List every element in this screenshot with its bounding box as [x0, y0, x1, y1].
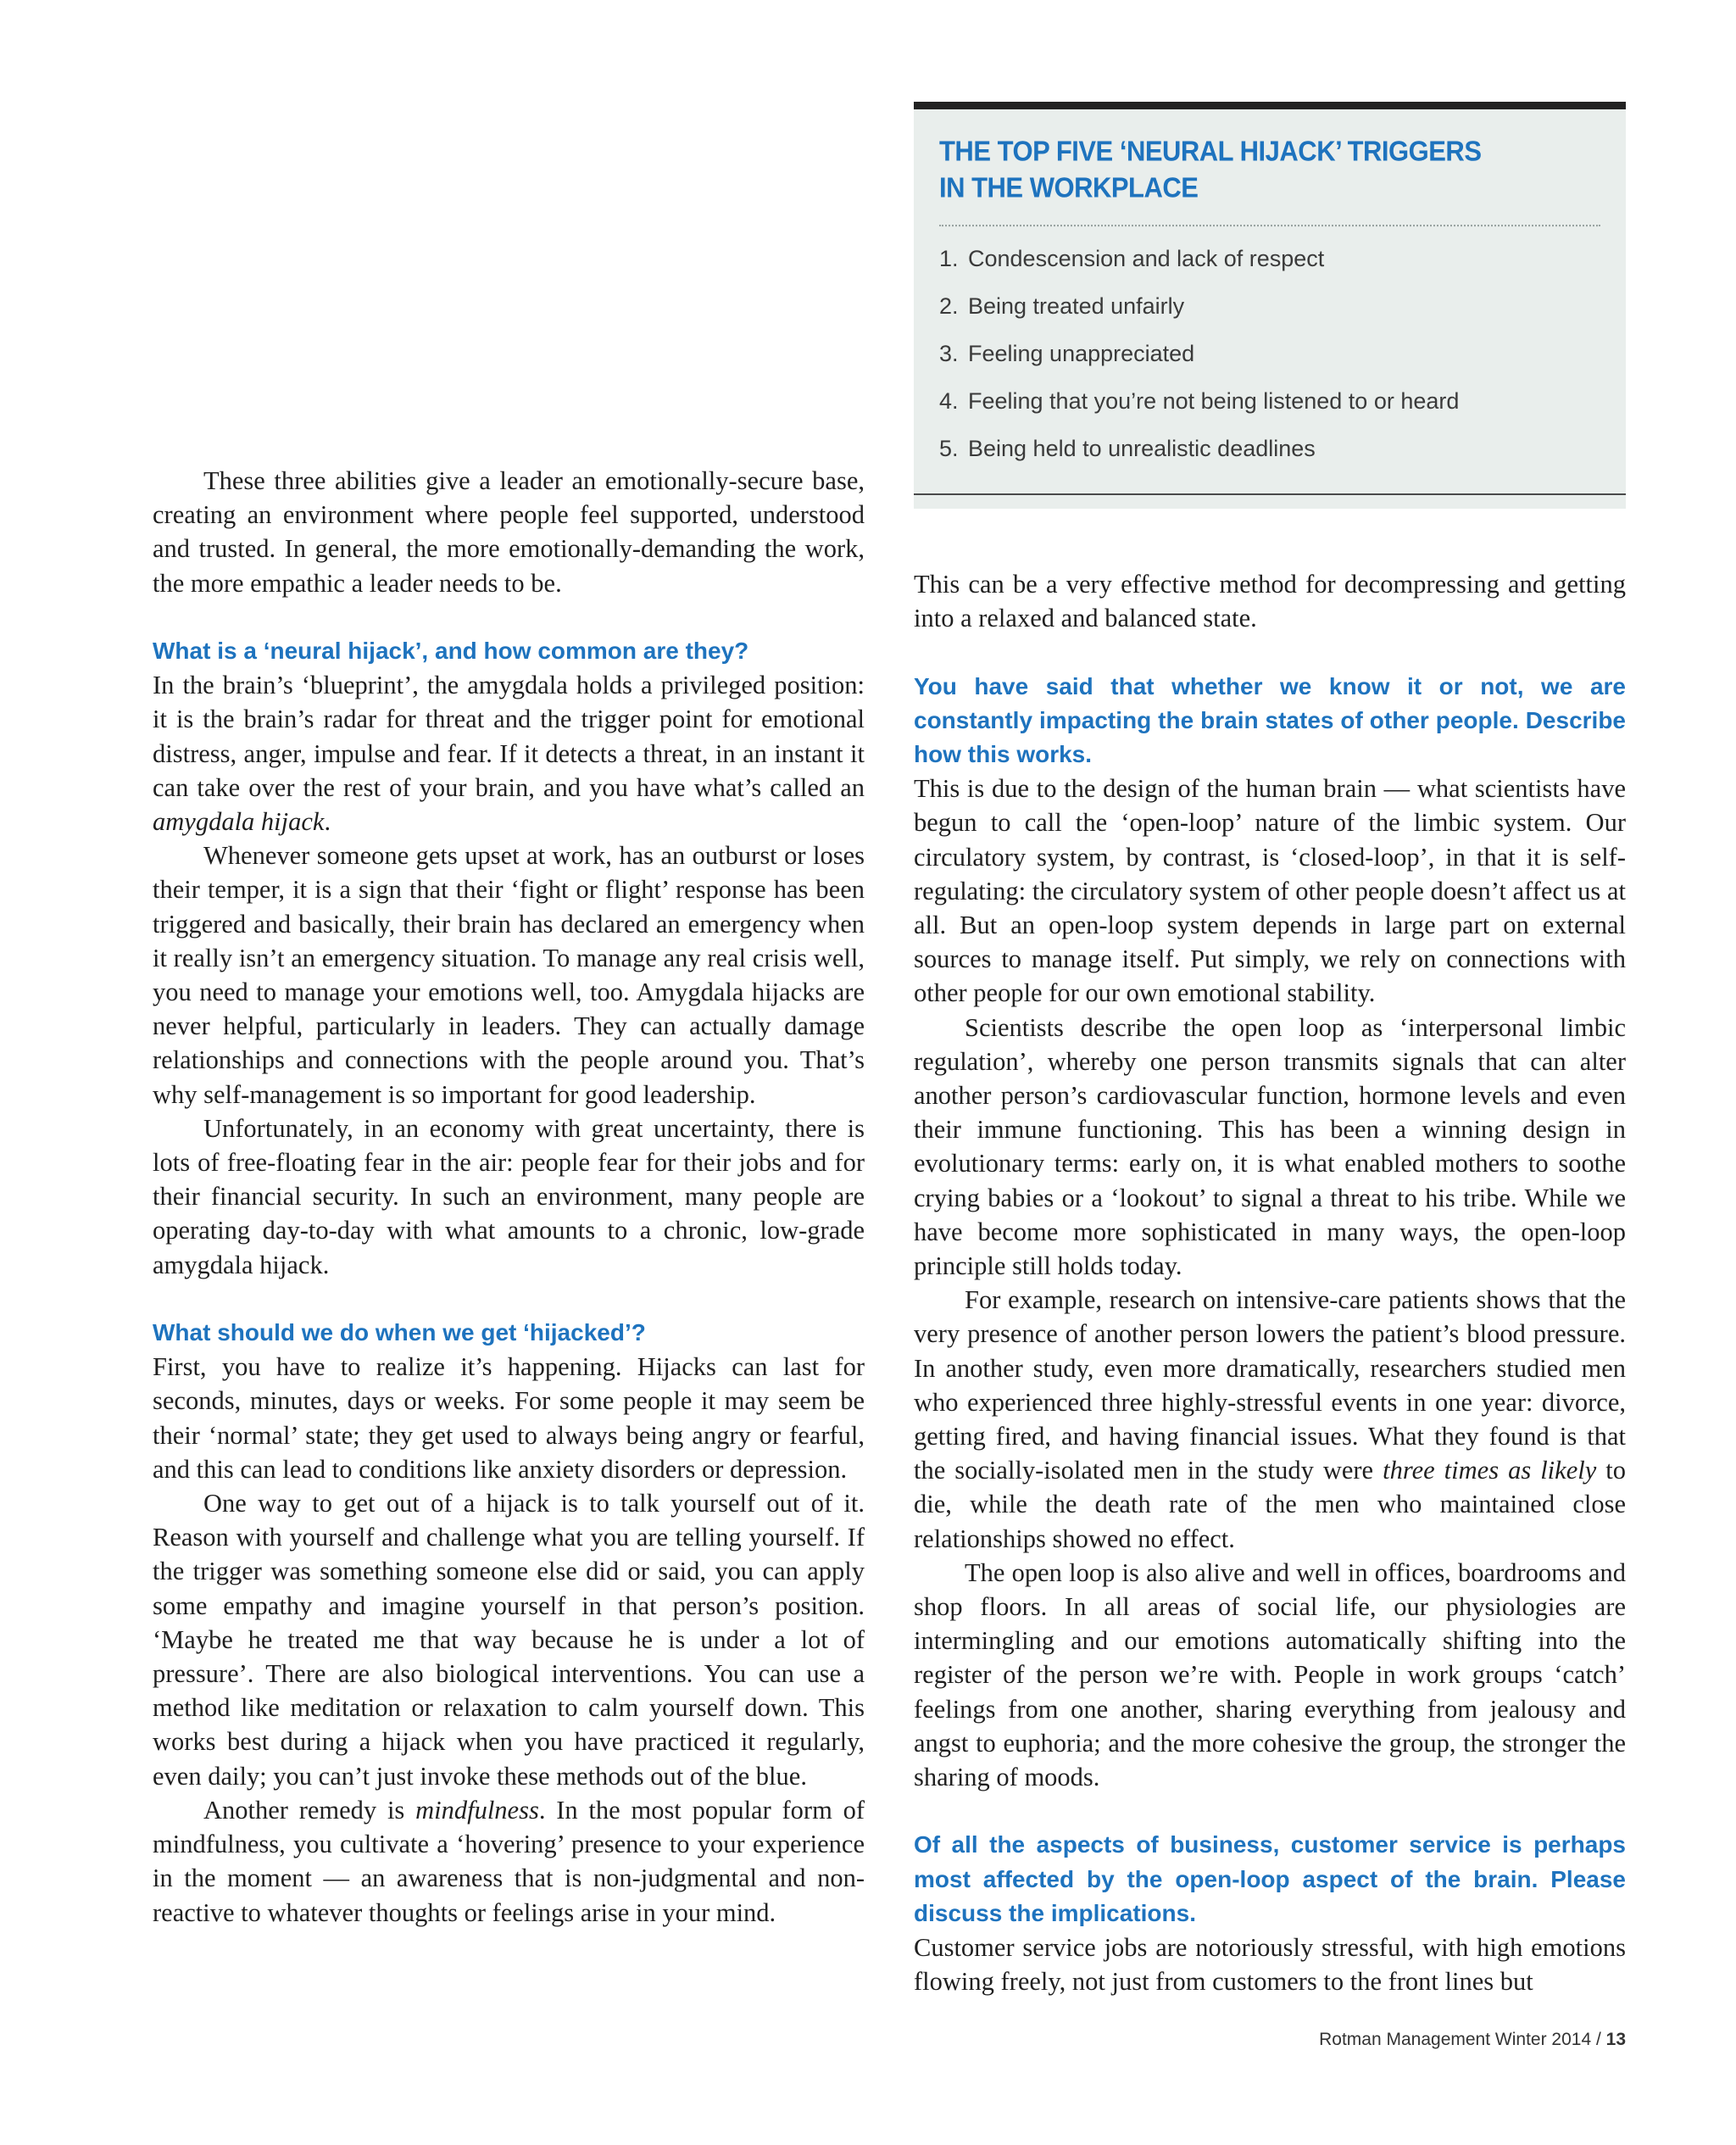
section-heading: You have said that whether we know it or not, we are constantly impacting the brain states of other people. Describe how this works. [914, 672, 1626, 767]
list-item [939, 235, 1600, 282]
list-text: Condescension and lack of respect [968, 246, 1325, 271]
list-item [939, 425, 1600, 472]
sidebar-title-line: THE TOP FIVE ‘NEURAL HIJACK’ TRIGGERS [939, 135, 1482, 167]
list-text: Feeling that you’re not being listened to or heard [968, 388, 1460, 414]
paragraph: One way to get out of a hijack is to talk yourself out of it. Reason with yourself and challenge what you are telling yourself. If the trigger was something someone else did or said, you can apply some empathy and imagine yourself in that person’s position. ‘Maybe he treated me that way because he is under a lot of pressure’. There are also biological interventions. You can use a method like meditation or relaxation to calm yourself down. This works best during a hijack when you have practiced it regularly, even daily; you can’t just invoke these methods out of the blue. [153, 1489, 865, 1791]
section-heading: What should we do when we get ‘hijacked’? [153, 1319, 646, 1346]
paragraph: These three abilities give a leader an emotionally-secure base, creating an environment where people feel supported, understood and trusted. In general, the more emotionally-demanding the work, the more empathic a leader needs to be. [153, 466, 865, 598]
text-run: . [324, 807, 331, 837]
page-number: 13 [1605, 2030, 1626, 2049]
list-number: 2. [939, 293, 959, 319]
list-text: Being held to unrealistic deadlines [968, 436, 1316, 461]
text-run: In the brain’s ‘blueprint’, the amygdala holds a privileged position: it is the brain’s radar for threat and the trigger point for emotional distress, anger, impulse and fear. If it detects a threat, in an instant it can take over the rest of your brain, and you have what’s called an [153, 671, 865, 802]
text-run: For example, research on intensive-care patients shows that the very presence of another person lowers the patient’s blood pressure. In another study, even more dramatically, researchers studied men who experienced three highly-stressful events in one year: divorce, getting fired, and having financial issues. What they found is that the socially-isolated men in the study were [914, 1285, 1626, 1485]
sidebar-divider [914, 493, 1626, 495]
list-number: 5. [939, 436, 959, 461]
paragraph [153, 668, 865, 838]
paragraph: This can be a very effective method for decompressing and getting into a relaxed and balanced state. [914, 570, 1626, 633]
paragraph: Whenever someone gets upset at work, has an outburst or loses their temper, it is a sign that their ‘fight or flight’ response has been triggered and basically, their brain has declared an emergency when it really isn’t an emergency situation. To manage any real crisis well, you need to manage your emotions well, too. Amygdala hijacks are never helpful, particularly in leaders. They can actually damage relationships and connections with the people around you. That’s why self-management is so important for good leadership. [153, 841, 865, 1109]
text-run: to die, while the death rate of the men who maintained close relationships showed no effect. [914, 1456, 1626, 1553]
list-number: 4. [939, 388, 959, 414]
paragraph: This is due to the design of the human brain — what scientists have begun to call the ‘open-loop’ nature of the limbic system. Our circulatory system, by contrast, is ‘closed-loop’, in that it is self-regulating: the circulatory system of other people doesn’t affect us at all. But an open-loop system depends in large part on external sources to manage itself. Put simply, we rely on connections with other people for our own emotional stability. [914, 774, 1626, 1008]
list-number: 1. [939, 246, 959, 271]
emphasis: amygdala hijack [153, 807, 325, 837]
paragraph: Scientists describe the open loop as ‘interpersonal limbic regulation’, whereby one person transmits signals that can alter another person’s cardiovascular function, hormone levels and even their immune functioning. This has been a winning design in evolutionary terms: early on, it is what enabled mothers to soothe crying babies or a ‘lookout’ to signal a threat to his tribe. While we have become more sophisticated in many ways, the open-loop principle still holds today. [914, 1012, 1626, 1281]
list-number: 3. [939, 341, 959, 366]
section-heading: Of all the aspects of business, customer service is perhaps most affected by the open-loop aspect of the brain. Please discuss the implications. [914, 1831, 1626, 1926]
paragraph [914, 1283, 1626, 1556]
paragraph: Customer service jobs are notoriously stressful, with high emotions flowing freely, not just from customers to the front lines but [914, 1933, 1626, 1997]
paragraph [153, 1793, 865, 1930]
right-column [914, 567, 1626, 1999]
section-heading: What is a ‘neural hijack’, and how common are they? [153, 638, 749, 664]
sidebar-title-line: IN THE WORKPLACE [939, 171, 1199, 204]
list-item [939, 377, 1600, 425]
sidebar-title [939, 133, 1600, 226]
list-text: Feeling unappreciated [968, 341, 1195, 366]
list-item [939, 330, 1600, 377]
paragraph: The open loop is also alive and well in offices, boardrooms and shop floors. In all areas of social life, our physiologies are intermingling and our emotions automatically shifting into the register of the person we’re with. People in work groups ‘catch’ feelings from one another, sharing everything from jealousy and angst to euphoria; and the more cohesive the group, the stronger the sharing of moods. [914, 1557, 1626, 1792]
text-run: . In the most popular form of mindfulness, you cultivate a ‘hovering’ presence to your experience in the moment — an awareness that is non-judgmental and non-reactive to whatever thoughts or feelings arise in your mind. [153, 1795, 865, 1927]
emphasis: mindfulness [415, 1795, 539, 1825]
sidebar-box [914, 102, 1626, 509]
page-footer [1319, 2030, 1626, 2050]
text-run: Another remedy is [203, 1795, 416, 1825]
trigger-list [939, 235, 1600, 472]
list-item [939, 282, 1600, 330]
paragraph: Unfortunately, in an economy with great uncertainty, there is lots of free-floating fear in the air: people fear for their jobs and for their financial security. In such an environment, many people are operating day-to-day with what amounts to a chronic, low-grade amygdala hijack. [153, 1113, 865, 1279]
emphasis: three times as likely [1383, 1456, 1597, 1485]
list-text: Being treated unfairly [968, 293, 1185, 319]
paragraph: First, you have to realize it’s happening. Hijacks can last for seconds, minutes, days or weeks. For some people it may seem be their ‘normal’ state; they get used to always being angry or fearful, and this can lead to conditions like anxiety disorders or depression. [153, 1352, 865, 1484]
left-column [153, 464, 865, 1930]
publication-name: Rotman Management Winter 2014 / [1319, 2030, 1606, 2049]
